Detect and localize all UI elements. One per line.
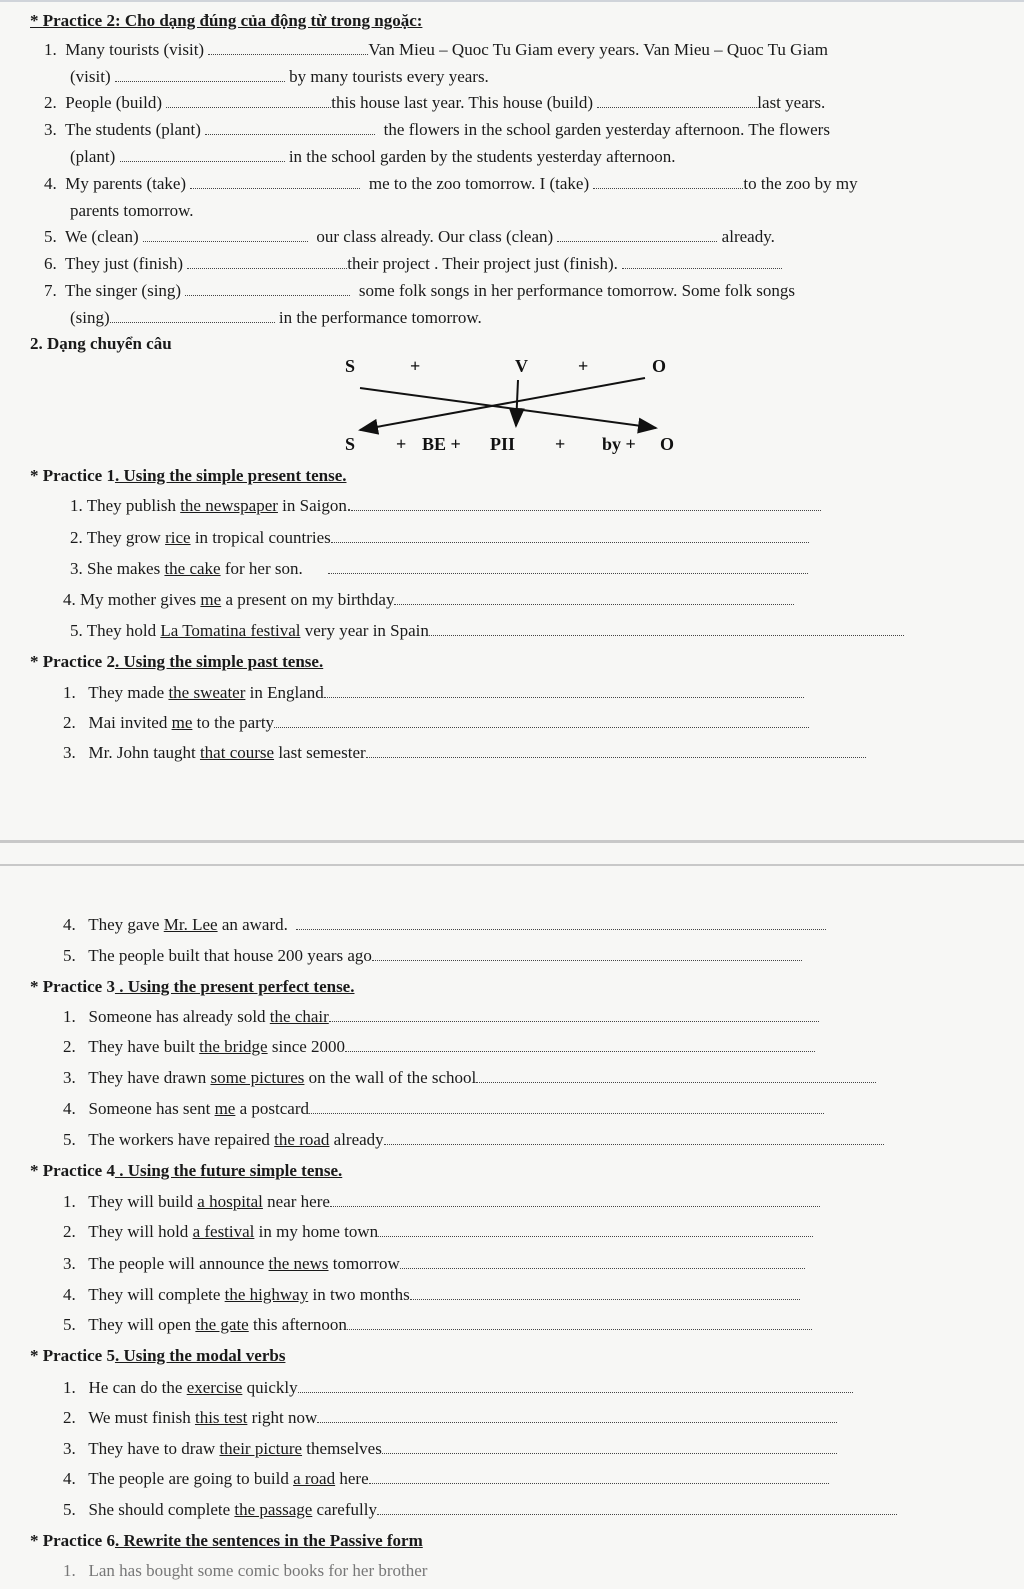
exercise-line: 2. People (build) this house last year. This house (build) last years. [44,93,826,112]
exercise-line: 1. He can do the exercise quickly [63,1377,853,1399]
top-border [0,0,1024,2]
practice-heading: * Practice 4 . Using the future simple tense. [30,1161,343,1180]
exercise-line: 3. The people will announce the news tomorrow [63,1253,805,1275]
exercise-line: 3. She makes the cake for her son. [70,558,808,580]
exercise-line: (plant) in the school garden by the students yesterday afternoon. [70,147,676,166]
exercise-line: (visit) by many tourists every years. [70,67,489,86]
exercise-line: parents tomorrow. [70,201,194,220]
exercise-line: 2. We must finish this test right now [63,1407,837,1429]
diagram-s-top: S [345,356,356,376]
page-separator [0,864,1024,866]
exercise-line: 4. Someone has sent me a postcard [63,1098,824,1120]
exercise-line: 2. They will hold a festival in my home town [63,1221,813,1243]
practice-heading: * Practice 2. Using the simple past tense. [30,652,324,671]
diagram-by: by + [602,434,636,454]
exercise-line: 5. They will open the gate this afternoon [63,1314,812,1336]
exercise-line: 4. They will complete the highway in two months [63,1284,800,1306]
diagram-s-bottom: S [345,434,356,454]
exercise-line: 2. They have built the bridge since 2000 [63,1036,815,1058]
diagram-plus: + [410,356,421,376]
exercise-line: 3. Mr. John taught that course last semester [63,742,866,764]
exercise-line: 3. They have drawn some pictures on the wall of the school [63,1067,876,1089]
exercise-line: 1. Lan has bought some comic books for her brother [63,1561,428,1580]
exercise-line: 5. The people built that house 200 years ago [63,945,802,967]
practice-heading: * Practice 6. Rewrite the sentences in the Passive form [30,1531,423,1550]
exercise-line: 1. Many tourists (visit) Van Mieu – Quoc Tu Giam every years. Van Mieu – Quoc Tu Giam [44,40,828,59]
diagram-v: V [515,356,528,376]
exercise-line: 4. They gave Mr. Lee an award. [63,914,826,936]
diagram-pii: PII [490,434,516,454]
exercise-line: 4. My mother gives me a present on my birthday [63,589,794,611]
arrow-v-down [516,380,518,426]
diagram-o-top: O [652,356,667,376]
exercise-line: 1. They will build a hospital near here [63,1191,820,1213]
exercise-line: 5. The workers have repaired the road already [63,1129,884,1151]
diagram-plus: + [396,434,407,454]
exercise-line: (sing) in the performance tomorrow. [70,308,482,327]
exercise-line: 5. We (clean) our class already. Our class (clean) already. [44,227,775,246]
exercise-line: 6. They just (finish) their project . Their project just (finish). [44,253,782,275]
exercise-line: 1. Someone has already sold the chair [63,1006,819,1028]
section2-heading: 2. Dạng chuyển câu [30,334,172,353]
exercise-line: 4. My parents (take) me to the zoo tomorrow. I (take) to the zoo by my [44,174,858,193]
page-separator [0,840,1024,843]
exercise-line: 2. They grow rice in tropical countries [70,527,809,549]
practice-heading: * Practice 5. Using the modal verbs [30,1346,286,1365]
exercise-line: 1. They made the sweater in England [63,682,804,704]
exercise-line: 5. They hold La Tomatina festival very year in Spain [70,620,904,642]
practice-heading: * Practice 1. Using the simple present tense. [30,466,347,485]
exercise-line: 1. They publish the newspaper in Saigon. [70,495,821,517]
exercise-line: 3. They have to draw their picture themselves [63,1438,837,1460]
diagram-o-bottom: O [660,434,675,454]
exercise-line: 4. The people are going to build a road here [63,1468,829,1490]
arrow-o-to-s [360,378,645,430]
practice-heading: * Practice 3 . Using the present perfect tense. [30,977,355,996]
practice2-heading: * Practice 2: Cho dạng đúng của động từ trong ngoặc: [30,11,423,30]
diagram-plus: + [578,356,589,376]
exercise-line: 2. Mai invited me to the party [63,712,809,734]
diagram-plus: + [555,434,566,454]
diagram-be: BE + [422,434,461,454]
exercise-line: 5. She should complete the passage carefully [63,1499,897,1521]
exercise-line: 7. The singer (sing) some folk songs in her performance tomorrow. Some folk songs [44,281,795,300]
passive-diagram [330,350,730,460]
exercise-line: 3. The students (plant) the flowers in the school garden yesterday afternoon. The flowers [44,120,830,139]
